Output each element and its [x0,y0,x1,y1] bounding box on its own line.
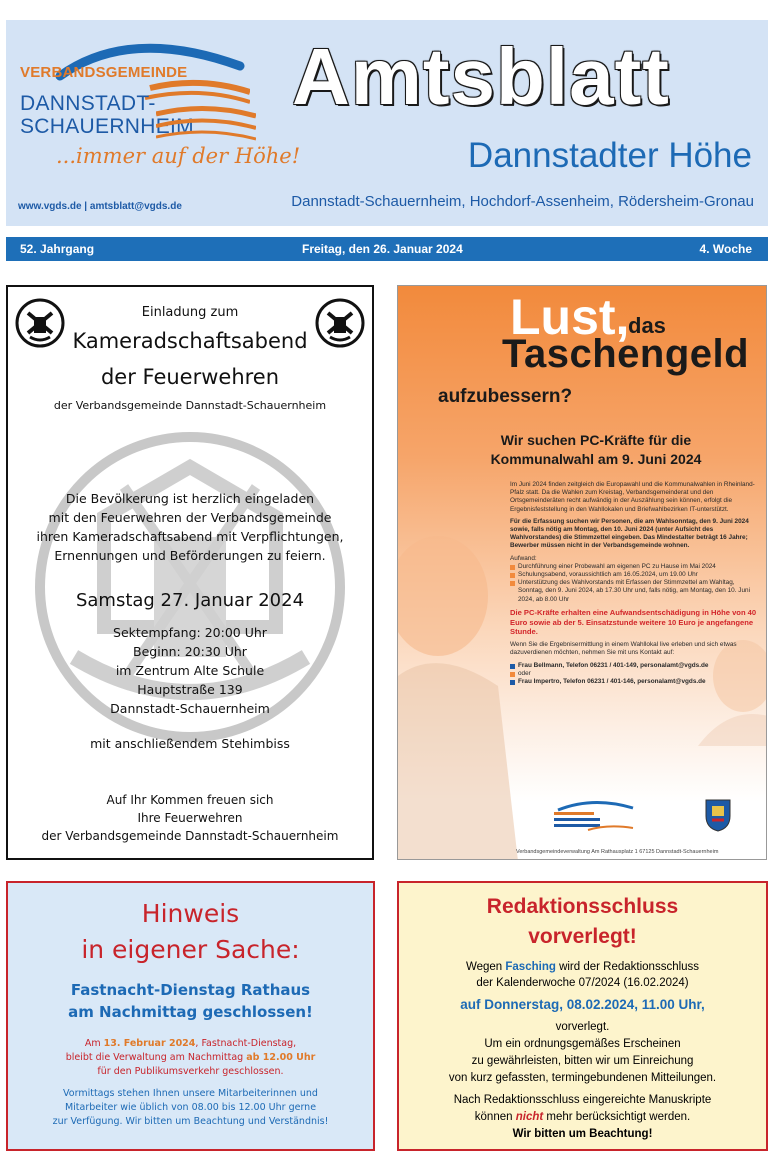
notice-title-1: Hinweis [141,899,240,928]
contact-item[interactable]: Frau Impertro, Telefon 06231 / 401-146, personalamt@vgds.de [510,678,760,686]
town: Dannstadt-Schauernheim [110,701,270,716]
deadline-line-9 [399,1111,766,1123]
text: bleibt die Verwaltung am Nachmittag [65,1052,247,1063]
text: Am [84,1038,104,1049]
notice-sub-1: Fastnacht-Dienstag Rathaus [70,981,311,999]
headline-taschengeld: Taschengeld [502,332,750,376]
headline-lust: Lust, [510,289,630,345]
deadline-line-5: Um ein ordnungsgemäßes Erscheinen [484,1038,681,1050]
event-org: der Verbandsgemeinde Dannstadt-Schauernheim [53,399,327,412]
start-time: Beginn: 20:30 Uhr [133,644,247,659]
intro-paragraph: Im Juni 2024 finden zeitgleich die Europawahl und die Kommunalwahlen in Rheinland-Pfalz statt. Da die Wahlen zum Kreistag, Verbandsgemeinderat und den Ortsgemeinderäten recht aufwändig in der Auszählung sein können, erfolgt die Ergebnisfeststellung in den Wahllokalen und Briefwahlbezirken IT-unterstützt. [510,481,755,513]
notice-line-1 [8,1038,373,1049]
issue-info-bar [6,237,768,261]
deadline-line-8: Nach Redaktionsschluss eingereichte Manuskripte [453,1094,712,1106]
logo-name-line-1: DANNSTADT- [20,92,156,115]
venue: im Zentrum Alte Schule [115,663,265,678]
snack-note: mit anschließendem Stehimbiss [90,736,290,751]
contact-or: oder [510,670,760,678]
towns-line: Dannstadt-Schauernheim, Hochdorf-Assenheim, Rödersheim-Gronau [291,193,754,210]
requirements-paragraph: Für die Erfassung suchen wir Personen, die am Wahlsonntag, den 9. Juni 2024 sowie, falls nötig am Montag, den 10. Juni 2024 (unter Aufsicht des Wahlvorstandes) die Stimmzettel eingeben. Das Mindestalter beträgt 16 Jahre; Bewerber müssen nicht in der Verbandsgemeinde wohnen. [510,517,749,550]
notice-line-3: für den Publikumsverkehr geschlossen. [97,1066,284,1077]
text: wird der Redaktionsschluss [555,961,700,973]
aufwand-label: Aufwand: [510,554,537,562]
body-line-3: ihren Kameradschaftsabend mit Verpflichtungen, [36,529,344,544]
contact-intro: Wenn Sie die Ergebnisermittlung in einem Wahllokal live erleben und sich etwas dazuverdienen möchten, nehmen Sie mit uns Kontakt auf: [510,641,737,657]
notice-sub-2: am Nachmittag geschlossen! [68,1003,313,1021]
notice-box [6,881,375,1151]
event-title-2: der Feuerwehren [100,365,280,389]
event-date: Samstag 27. Januar 2024 [75,590,305,611]
deadline-line-4: vorverlegt. [555,1021,610,1033]
notice-line-4: Vormittags stehen Ihnen unsere Mitarbeiterinnen und [63,1088,318,1099]
subheadline-line-2: Kommunalwahl am 9. Juni 2024 [490,451,702,467]
masthead [6,20,768,226]
editorial-deadline-box [397,881,768,1151]
issue-date: Freitag, den 26. Januar 2024 [302,242,463,256]
compensation-note: Die PC-Kräfte erhalten eine Aufwandsentschädigung in Höhe von 40 Euro sowie ab der 5. Einsatzstunde weitere 10 Euro je angefangene Stunde. [510,607,757,637]
administration-footer: Verbandsgemeindeverwaltung Am Rathausplatz 1 67125 Dannstadt-Schauernheim [516,849,719,855]
week: 4. Woche [699,242,752,256]
subheadline-line-1: Wir suchen PC-Kräfte für die [500,432,692,448]
street: Hauptstraße 139 [137,682,243,697]
highlight-date: 13. Februar 2024 [103,1038,196,1049]
body-line-1: Die Bevölkerung ist herzlich eingeladen [65,491,315,506]
logo-org-text: VERBANDSGEMEINDE [20,64,188,81]
text: können [474,1111,516,1123]
logo-tagline: ...immer auf der Höhe! [56,144,301,168]
headline-aufzubessern: aufzubessern? [438,386,573,407]
reception-time: Sektempfang: 20:00 Uhr [113,625,267,640]
list-item: Unterstützung des Wahlvorstands mit Erfassen der Stimmzettel am Wahltag, Sonntag, den 9. Juni 2024, ab 17.30 Uhr und, falls nötig, am Montag, den 10. Juni 2024, ab 8.00 Uhr [510,579,760,604]
body-line-2: mit den Feuerwehren der Verbandsgemeinde [48,510,332,525]
pc-subheadline [436,431,756,469]
deadline-line-7: von kurz gefassten, termingebundenen Mitteilungen. [448,1072,717,1084]
fire-brigade-ad [6,285,374,860]
contact-item[interactable]: Frau Bellmann, Telefon 06231 / 401-149, personalamt@vgds.de [510,662,760,670]
volume: 52. Jahrgang [20,242,95,256]
notice-title-2: in eigener Sache: [81,935,300,964]
notice-line-2 [8,1052,373,1063]
body-line-4: Ernennungen und Beförderungen zu feiern. [54,548,326,563]
highlight-time: ab 12.00 Uhr [246,1052,316,1063]
logo-waves-icon [156,104,256,144]
publication-subtitle: Dannstadter Höhe [467,136,752,175]
closing-line-1: Auf Ihr Kommen freuen sich [106,793,274,807]
event-title-1: Kameradschaftsabend [72,329,308,353]
text: mehr berücksichtigt werden. [543,1111,691,1123]
deadline-line-6: zu gewährleisten, bitten wir um Einreichung [471,1055,694,1067]
text: , Fastnacht-Dienstag, [195,1038,297,1049]
logo-name-line-2: SCHAUERNHEIM [20,115,194,138]
deadline-line-2: der Kalenderwoche 07/2024 (16.02.2024) [476,977,689,989]
pc-staff-ad [397,285,767,860]
deadline-title-1: Redaktionsschluss [486,895,679,918]
invite-intro: Einladung zum [141,305,239,320]
publication-title: Amtsblatt [292,32,670,121]
deadline-title-2: vorverlegt! [528,925,637,948]
text: Wegen [465,961,506,973]
web-contact[interactable]: www.vgds.de | amtsblatt@vgds.de [18,201,182,212]
deadline-new-date: auf Donnerstag, 08.02.2024, 11.00 Uhr, [460,997,705,1012]
aufwand-list [510,563,760,604]
notice-line-5: Mitarbeiter wie üblich von 08.00 bis 12.00 Uhr gerne [64,1102,317,1113]
pc-ad-body [510,481,760,690]
list-item: Durchführung einer Probewahl am eigenen PC zu Hause im Mai 2024 [510,563,760,571]
list-item: Schulungsabend, voraussichtlich am 16.05.2024, um 19.00 Uhr [510,571,760,579]
headline-das: das [628,313,666,338]
contact-list [510,662,760,687]
deadline-line-1 [399,961,766,973]
highlight-nicht: nicht [515,1111,544,1123]
person-silhouette-icon [398,526,518,860]
closing-line-3: der Verbandsgemeinde Dannstadt-Schauernheim [41,829,339,843]
highlight-fasching: Fasching [505,961,556,973]
notice-line-6: zur Verfügung. Wir bitten um Beachtung und Verständnis! [52,1116,329,1127]
deadline-line-10: Wir bitten um Beachtung! [512,1128,653,1140]
coat-of-arms-icon [704,798,732,832]
closing-line-2: Ihre Feuerwehren [137,811,243,825]
vg-logo-small-icon [548,798,638,834]
